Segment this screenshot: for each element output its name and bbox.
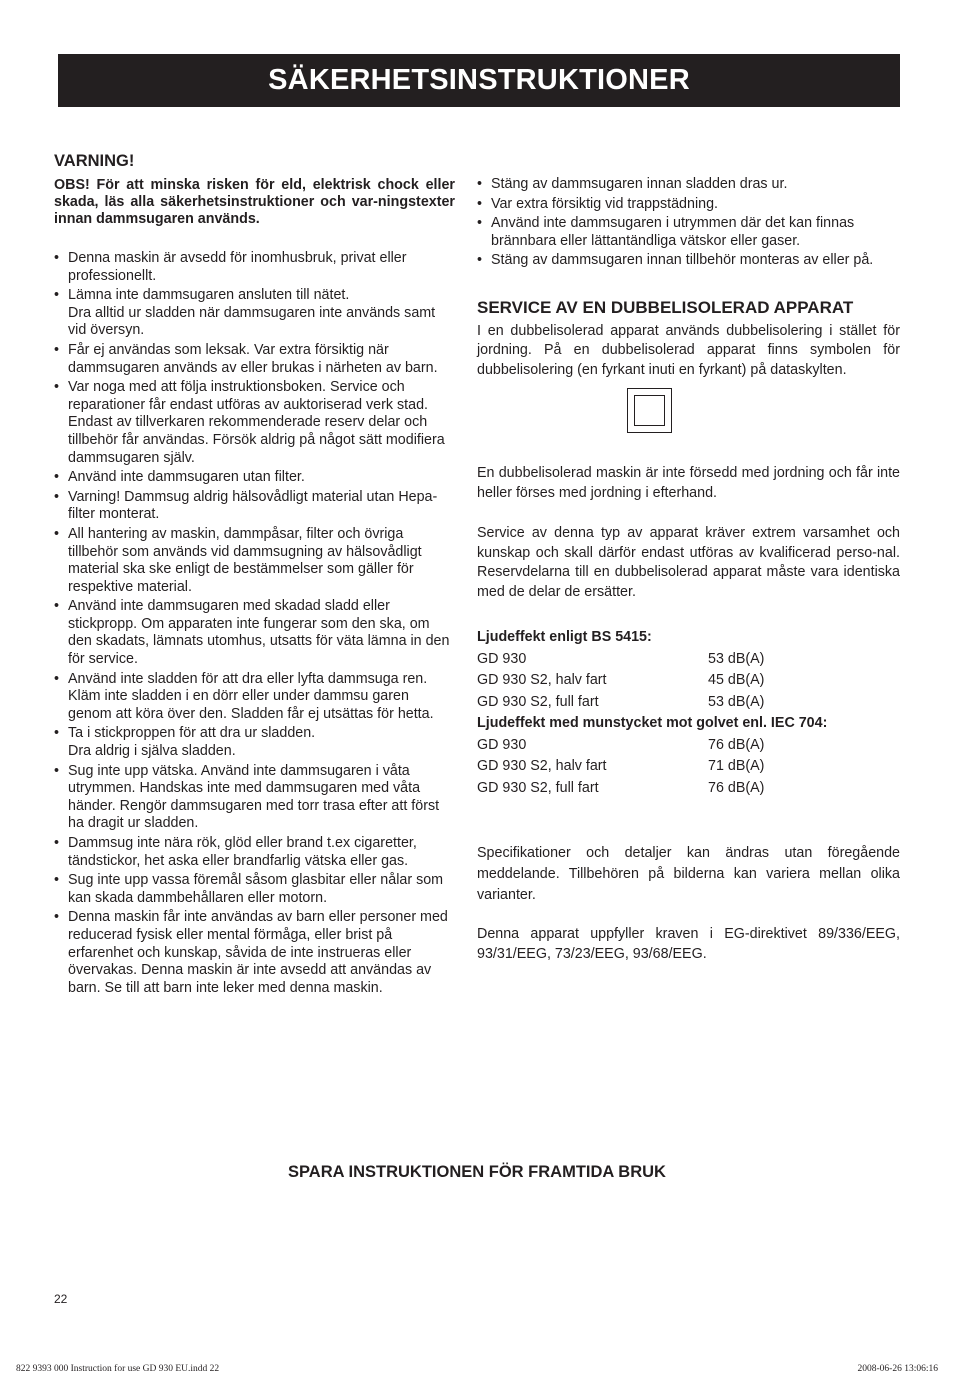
list-item — [54, 469, 455, 487]
list-item — [477, 215, 900, 250]
directive-paragraph: Denna apparat uppfyller kraven i EG-direktivet 89/336/EEG, 93/31/EEG, 73/23/EEG, 93/68/EEG. — [477, 926, 900, 962]
spec-row — [477, 735, 900, 757]
list-item — [54, 250, 455, 285]
list-item-text: • Var noga med att följa instruktionsboken. Service och reparationer får endast utföras av auktoriserad verk stad. Endast av tillverkaren rekommenderade reserv delar och tillbehör får användas. Försök aldrig på något sätt modifiera dammsugaren själv. — [68, 379, 445, 466]
page-title-bar — [58, 54, 900, 107]
spec-value: 53 dB(A) — [708, 650, 765, 667]
spec-heading-iec704: Ljudeffekt med munstycket mot golvet enl. IEC 704: — [477, 715, 828, 732]
list-item-text: Dra aldrig i själva sladden. — [68, 743, 236, 760]
save-instructions-heading: SPARA INSTRUKTIONEN FÖR FRAMTIDA BRUK — [288, 1163, 666, 1181]
list-item — [477, 176, 900, 194]
list-item-text: • Var extra försiktig vid trappstädning. — [491, 195, 719, 212]
double-insulation-icon — [627, 388, 672, 433]
spec-value: 76 dB(A) — [708, 736, 765, 753]
list-item — [54, 598, 455, 668]
spec-value: 71 dB(A) — [708, 758, 765, 775]
sound-spec-table — [477, 627, 900, 799]
spec-model: GD 930 — [477, 650, 527, 667]
notice-paragraph: Specifikationer och detaljer kan ändras utan föregående meddelande. Tillbehören på bilderna kan variera mellan olika varianter. — [477, 845, 900, 904]
list-item-text: • Dammsug inte nära rök, glöd eller brand t.ex cigaretter, tändstickor, het aska eller brandfarlig vätska eller gas. — [68, 835, 417, 869]
spec-row — [477, 756, 900, 778]
service-paragraph-3: Service av denna typ av apparat kräver extrem varsamhet och kunskap och skall därför endast utföras av kvalificerad perso-nal. Reservdelarna till en dubbelisolerad apparat måste vara identiska med de delar de ersätter. — [477, 525, 900, 600]
service-paragraph-1: I en dubbelisolerad apparat används dubbelisolering i stället för jordning. På en dubbelisolerad apparat finns symbolen för dubbelisolering (en fyrkant inuti en fyrkant) på dataskylten. — [477, 322, 900, 378]
left-column — [54, 151, 455, 999]
list-item — [477, 196, 900, 214]
list-item — [54, 835, 455, 870]
list-item-text: • Får ej användas som leksak. Var extra försiktig när dammsugaren används av eller brukas i närheten av barn. — [68, 341, 438, 376]
page-number: 22 — [54, 1292, 68, 1306]
spec-value: 45 dB(A) — [708, 672, 765, 689]
list-item — [54, 872, 455, 907]
right-bullet-list — [477, 176, 900, 270]
spec-model: GD 930 S2, halv fart — [477, 672, 607, 689]
service-heading: SERVICE AV EN DUBBELISOLERAD APPARAT — [477, 297, 854, 317]
list-item — [54, 489, 455, 524]
list-item-text: • Denna maskin får inte användas av barn eller personer med reducerad fysisk eller mental förmåga, eller brist på erfarenhet och kunskap, såvida de inte instrueras eller övervakas. Denna maskin är inte avsedd att användas av barn. Se till att barn inte leker med denna maskin. — [68, 909, 448, 996]
list-item — [54, 725, 455, 760]
spec-row — [477, 670, 900, 692]
list-item-text: • Denna maskin är avsedd för inomhusbruk, privat eller professionellt. — [68, 250, 407, 284]
right-column — [477, 176, 900, 964]
service-paragraph-2: En dubbelisolerad maskin är inte försedd med jordning och får inte heller förses med jordning i efterhand. — [477, 465, 900, 501]
list-item-text: Dra alltid ur sladden när dammsugaren inte används samt vid översyn. — [68, 304, 436, 339]
list-item-text: • Använd inte dammsugaren i utrymmen där det kan finnas brännbara eller lättantändliga vätskor eller gaser. — [491, 215, 855, 249]
warning-obs-text: OBS! För att minska risken för eld, elektrisk chock eller skada, läs alla säkerhetsinstruktioner och var-ningstexter innan dammsugaren används. — [54, 177, 455, 227]
spec-model: GD 930 — [477, 736, 527, 753]
list-item-text: • Stäng av dammsugaren innan tillbehör monteras av eller på. — [491, 252, 874, 269]
spec-model: GD 930 S2, full fart — [477, 693, 599, 710]
list-item — [54, 671, 455, 724]
warning-heading: VARNING! — [54, 152, 135, 170]
list-item-text: • Ta i stickproppen för att dra ur sladden. — [68, 725, 316, 742]
list-item — [477, 252, 900, 270]
list-item — [54, 763, 455, 833]
spec-model: GD 930 S2, halv fart — [477, 758, 607, 775]
list-item — [54, 526, 455, 596]
spec-row — [477, 649, 900, 671]
list-item-text: • All hantering av maskin, dammpåsar, filter och övriga tillbehör som används vid dammsugning av hälsovådligt material ska ske enligt de bestämmelser som gäller för respektive material. — [68, 525, 422, 595]
list-item-text: • Varning! Dammsug aldrig hälsovådligt material utan Hepa-filter monterat. — [68, 488, 438, 523]
print-info-file: 822 9393 000 Instruction for use GD 930 EU.indd 22 — [16, 1364, 220, 1374]
page-title: SÄKERHETSINSTRUKTIONER — [268, 64, 690, 96]
spec-row — [477, 778, 900, 800]
spec-heading-bs5415: Ljudeffekt enligt BS 5415: — [477, 629, 652, 646]
warning-bullet-list — [54, 250, 455, 997]
list-item — [54, 909, 455, 997]
list-item — [54, 287, 455, 340]
spec-value: 53 dB(A) — [708, 693, 765, 710]
list-item — [54, 379, 455, 467]
list-item-text: • Sug inte upp vätska. Använd inte dammsugaren i våta utrymmen. Handskas inte med dammsugaren med våta händer. Rengör dammsugaren med torr trasa efter att först ha dragit ur sladden. — [68, 762, 440, 832]
print-info-timestamp: 2008-06-26 13:06:16 — [857, 1364, 938, 1374]
list-item — [54, 342, 455, 377]
list-item-text: • Lämna inte dammsugaren ansluten till nätet. — [68, 287, 350, 304]
list-item-text: • Använd inte dammsugaren med skadad sladd eller stickpropp. Om apparaten inte fungerar som den ska, om den skadats, lämnats utomhus, utsatts för väta lämna in den för service. — [68, 598, 450, 668]
list-item-text: • Stäng av dammsugaren innan sladden dras ur. — [491, 176, 788, 192]
spec-model: GD 930 S2, full fart — [477, 779, 599, 796]
spec-value: 76 dB(A) — [708, 779, 765, 796]
list-item-text: • Sug inte upp vassa föremål såsom glasbitar eller nålar som kan skada dammbehållaren eller motorn. — [68, 872, 444, 906]
list-item-text: • Använd inte dammsugaren utan filter. — [68, 469, 305, 486]
spec-row — [477, 692, 900, 714]
list-item-text: • Använd inte sladden för att dra eller lyfta dammsuga ren. Kläm inte sladden i en dörr eller under dammsu garen genom att köra över den. Sladden får ej utsättas för hetta. — [68, 670, 434, 722]
